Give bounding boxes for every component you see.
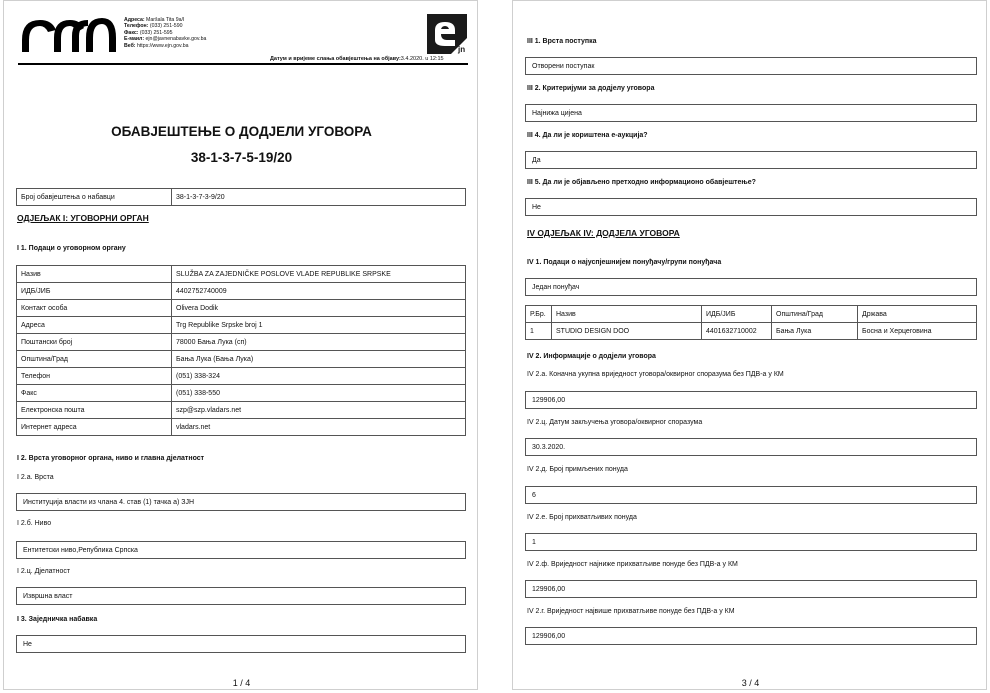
i2b-label: I 2.б. Ниво (17, 520, 52, 527)
iv2g-value-box: 129906,00 (525, 627, 977, 645)
table-cell: Бања Лука (772, 323, 858, 340)
table-row (17, 317, 466, 334)
table-row (17, 385, 466, 402)
authority-field-value: SLUŽBA ZA ZAJEDNIČKE POSLOVE VLADE REPUBLIKE SRPSKE (172, 266, 466, 283)
datetime-label: Датум и вријеме слања обавјештења на објаву: (270, 56, 401, 62)
procurement-notice-label: Број обавјештења о набавци (17, 189, 172, 206)
authority-field-label: Контакт особа (17, 300, 172, 317)
document-page-3 (512, 0, 987, 690)
i2c-value-box: Извршна власт (16, 587, 466, 605)
iii5-title: III 5. Да ли је објављено претходно информационо обавјештење? (527, 179, 756, 186)
i2b-value-box: Ентитетски ниво,Република Српска (16, 541, 466, 559)
authority-field-value: Trg Republike Srpske broj 1 (172, 317, 466, 334)
iv1-title: IV 1. Подаци о најуспјешнијем понуђачу/групи понуђача (527, 259, 722, 266)
iv2a-label: IV 2.а. Коначна укупна вриједност уговора/оквирног споразума без ПДВ-а у КМ (527, 371, 784, 378)
col-header: Р.Бр. (526, 306, 552, 323)
table-row (17, 334, 466, 351)
iv1-value-box: Један понуђач (525, 278, 977, 296)
authority-field-value: szp@szp.vladars.net (172, 402, 466, 419)
document-number: 38-1-3-7-5-19/20 (190, 150, 293, 165)
col-header: Држава (858, 306, 977, 323)
email-label: Е-маил: (124, 36, 145, 43)
web-label: Веб: (124, 42, 136, 49)
authority-field-value: vladars.net (172, 419, 466, 436)
i3-value-box: Не (16, 635, 466, 653)
authority-table (16, 265, 466, 436)
ejn-e-logo-icon (427, 14, 467, 54)
address-value: Maršala Tita 9a/I (146, 17, 185, 23)
iv2a-value-box: 129906,00 (525, 391, 977, 409)
table-row (17, 402, 466, 419)
iv2f-label: IV 2.ф. Вриједност најниже прихватљиве понуде без ПДВ-а у КМ (527, 561, 738, 568)
section-1-title: ОДЈЕЉАК I: УГОВОРНИ ОРГАН (17, 213, 149, 223)
i2c-label: I 2.ц. Дјелатност (17, 568, 71, 575)
col-header: Општина/Град (772, 306, 858, 323)
authority-field-label: Назив (17, 266, 172, 283)
contact-info (124, 17, 206, 49)
authority-field-value: (051) 338-550 (172, 385, 466, 402)
ejn-arch-logo-icon (18, 14, 120, 54)
phone-label: Телефон: (124, 23, 149, 30)
iv2c-value-box: 30.3.2020. (525, 438, 977, 456)
iv2-title: IV 2. Информације о додјели уговора (527, 353, 656, 360)
authority-field-label: Поштански број (17, 334, 172, 351)
iv2f-value-box: 129906,00 (525, 580, 977, 598)
i2-title: I 2. Врста уговорног органа, ниво и главна дјелатност (17, 455, 205, 462)
phone-value: (033) 251-590 (149, 23, 183, 30)
iv2e-value-box: 1 (525, 533, 977, 551)
authority-field-label: Факс (17, 385, 172, 402)
bidder-table-header (526, 306, 977, 323)
iii2-value-box: Најнижа цијена (525, 104, 977, 122)
i2a-label: I 2.а. Врста (17, 474, 54, 481)
iii4-title: III 4. Да ли је кориштена е-аукција? (527, 132, 648, 139)
authority-field-label: Адреса (17, 317, 172, 334)
table-row (526, 323, 977, 340)
fax-label: Факс: (124, 29, 139, 36)
procurement-notice-value: 38-1-3-7-3-9/20 (172, 189, 466, 206)
authority-field-value: 4402752740009 (172, 283, 466, 300)
page-number: 1 / 4 (232, 678, 251, 688)
i1-title: I 1. Подаци о уговорном органу (17, 245, 126, 252)
email-value: ejn@javnenabavke.gov.ba (145, 36, 207, 43)
iii2-title: III 2. Критеријуми за додјелу уговора (527, 85, 655, 92)
table-cell: 1 (526, 323, 552, 340)
iii4-value-box: Да (525, 151, 977, 169)
authority-field-label: Електронска пошта (17, 402, 172, 419)
col-header: Назив (552, 306, 702, 323)
svg-text:jn: jn (458, 45, 466, 54)
send-datetime (270, 56, 444, 62)
iv2c-label: IV 2.ц. Датум закључења уговора/оквирног споразума (527, 419, 703, 426)
authority-field-value: (051) 338-324 (172, 368, 466, 385)
table-cell: Босна и Херцеговина (858, 323, 977, 340)
authority-field-label: ИДБ/ЈИБ (17, 283, 172, 300)
table-cell: STUDIO DESIGN DOO (552, 323, 702, 340)
fax-value: (033) 251-595 (139, 29, 173, 36)
iii5-value-box: Не (525, 198, 977, 216)
authority-field-label: Интернет адреса (17, 419, 172, 436)
table-row (17, 300, 466, 317)
iii1-title: III 1. Врста поступка (527, 38, 597, 45)
authority-field-value: Бања Лука (Бања Лука) (172, 351, 466, 368)
web-value: https://www.ejn.gov.ba (136, 42, 189, 49)
iv2d-value-box: 6 (525, 486, 977, 504)
bidder-table (525, 305, 977, 340)
authority-field-value: 78000 Бања Лука (сп) (172, 334, 466, 351)
i3-title: I 3. Заједничка набавка (17, 616, 98, 623)
table-row (17, 266, 466, 283)
procurement-notice-table (16, 188, 466, 206)
document-page-1 (3, 0, 478, 690)
address-label: Адреса: (124, 17, 145, 23)
authority-field-value: Olivera Dodik (172, 300, 466, 317)
section-4-title: IV ОДЈЕЉАК IV: ДОДЈЕЛА УГОВОРА (527, 228, 680, 238)
i2a-value-box: Институција власти из члана 4. став (1) тачка а) ЗЈН (16, 493, 466, 511)
document-title: ОБАВЈЕШТЕЊЕ О ДОДЈЕЛИ УГОВОРА (111, 124, 372, 139)
iv2e-label: IV 2.е. Број прихватљивих понуда (527, 514, 637, 521)
header-divider (18, 63, 468, 65)
col-header: ИДБ/ЈИБ (702, 306, 772, 323)
iv2d-label: IV 2.д. Број примљених понуда (527, 466, 628, 473)
table-row (17, 283, 466, 300)
iv2g-label: IV 2.г. Вриједност највише прихватљиве понуде без ПДВ-а у КМ (527, 608, 735, 615)
table-cell: 4401632710002 (702, 323, 772, 340)
datetime-value: 3.4.2020. u 12:15 (400, 56, 444, 62)
authority-field-label: Општина/Град (17, 351, 172, 368)
table-row (17, 368, 466, 385)
authority-field-label: Телефон (17, 368, 172, 385)
page-number: 3 / 4 (741, 678, 760, 688)
table-row (17, 419, 466, 436)
table-row (17, 351, 466, 368)
iii1-value-box: Отворени поступак (525, 57, 977, 75)
